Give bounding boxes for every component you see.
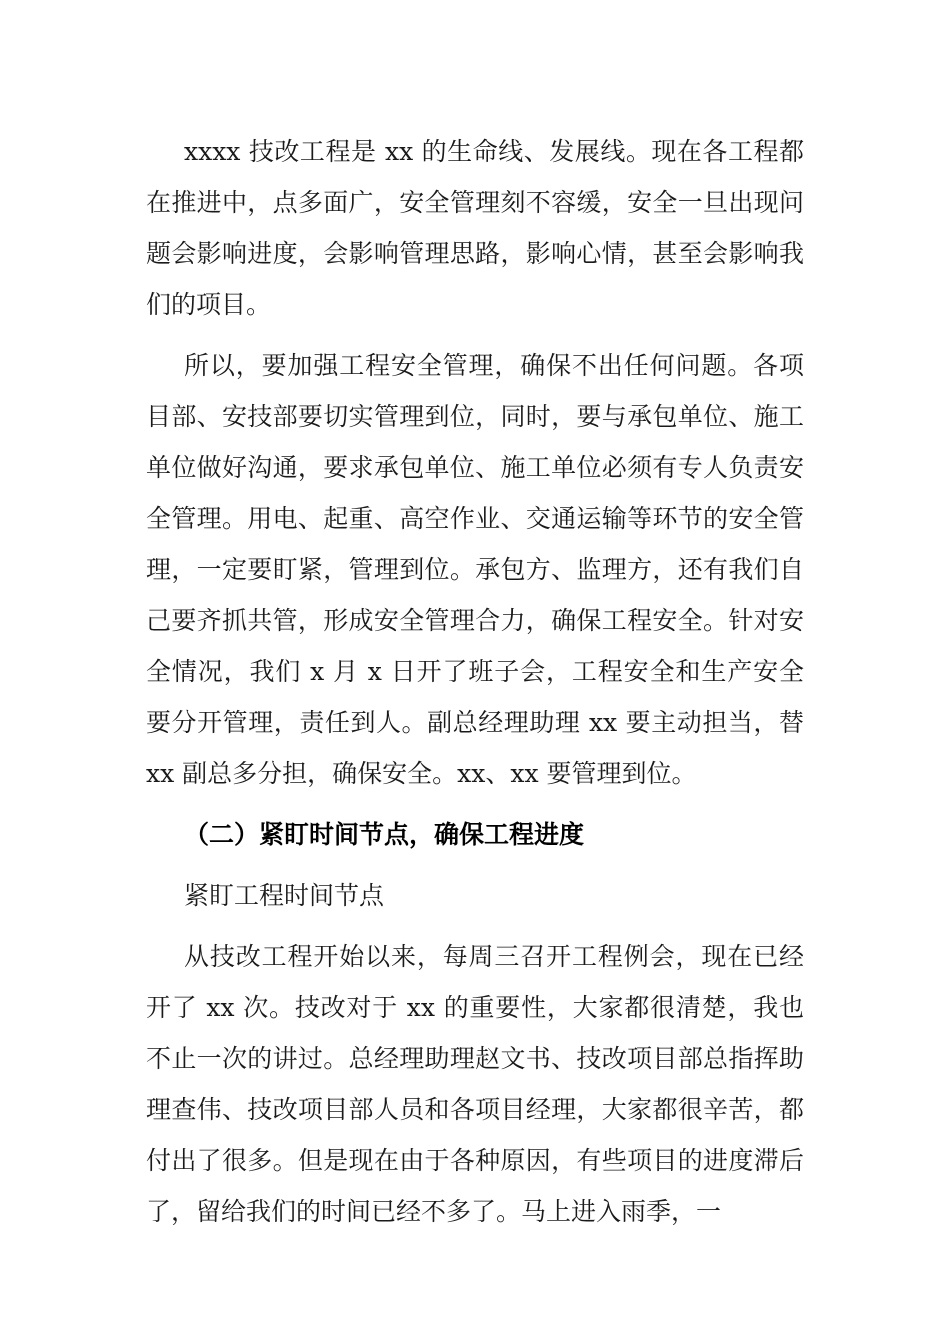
subheading-time-nodes: 紧盯工程时间节点: [184, 881, 385, 910]
section-heading-schedule: （二）紧盯时间节点，确保工程进度: [184, 820, 585, 849]
paragraph-safety-management: 所以，要加强工程安全管理，确保不出任何问题。各项目部、安技部要切实管理到位，同时，要与承包单位、施工单位做好沟通，要求承包单位、施工单位必须有专人负责安全管理。用电、起重、高空作业、交通运输等环节的安全管理，一定要盯紧，管理到位。承包方、监理方，还有我们自己要齐抓共管，形成安全管理合力，确保工程安全。针对安全情况，我们 x 月 x 日开了班子会，工程安全和生产安全要分开管理，责任到人。副总经理助理 xx 要主动担当，替 xx 副总多分担，确保安全。xx、xx 要管理到位。: [146, 351, 804, 788]
paragraph-project-lifeline: xxxx 技改工程是 xx 的生命线、发展线。现在各工程都在推进中，点多面广，安全管理刻不容缓，安全一旦出现问题会影响进度，会影响管理思路，影响心情，甚至会影响我们的项目。: [146, 137, 804, 319]
document-body: [146, 126, 804, 1237]
paragraph-progress: 从技改工程开始以来，每周三召开工程例会，现在已经开了 xx 次。技改对于 xx 的重要性，大家都很清楚，我也不止一次的讲过。总经理助理赵文书、技改项目部总指挥助理查伟、技改项目部人员和各项目经理，大家都很辛苦，都付出了很多。但是现在由于各种原因，有些项目的进度滞后了，留给我们的时间已经不多了。马上进入雨季，一: [146, 942, 804, 1226]
